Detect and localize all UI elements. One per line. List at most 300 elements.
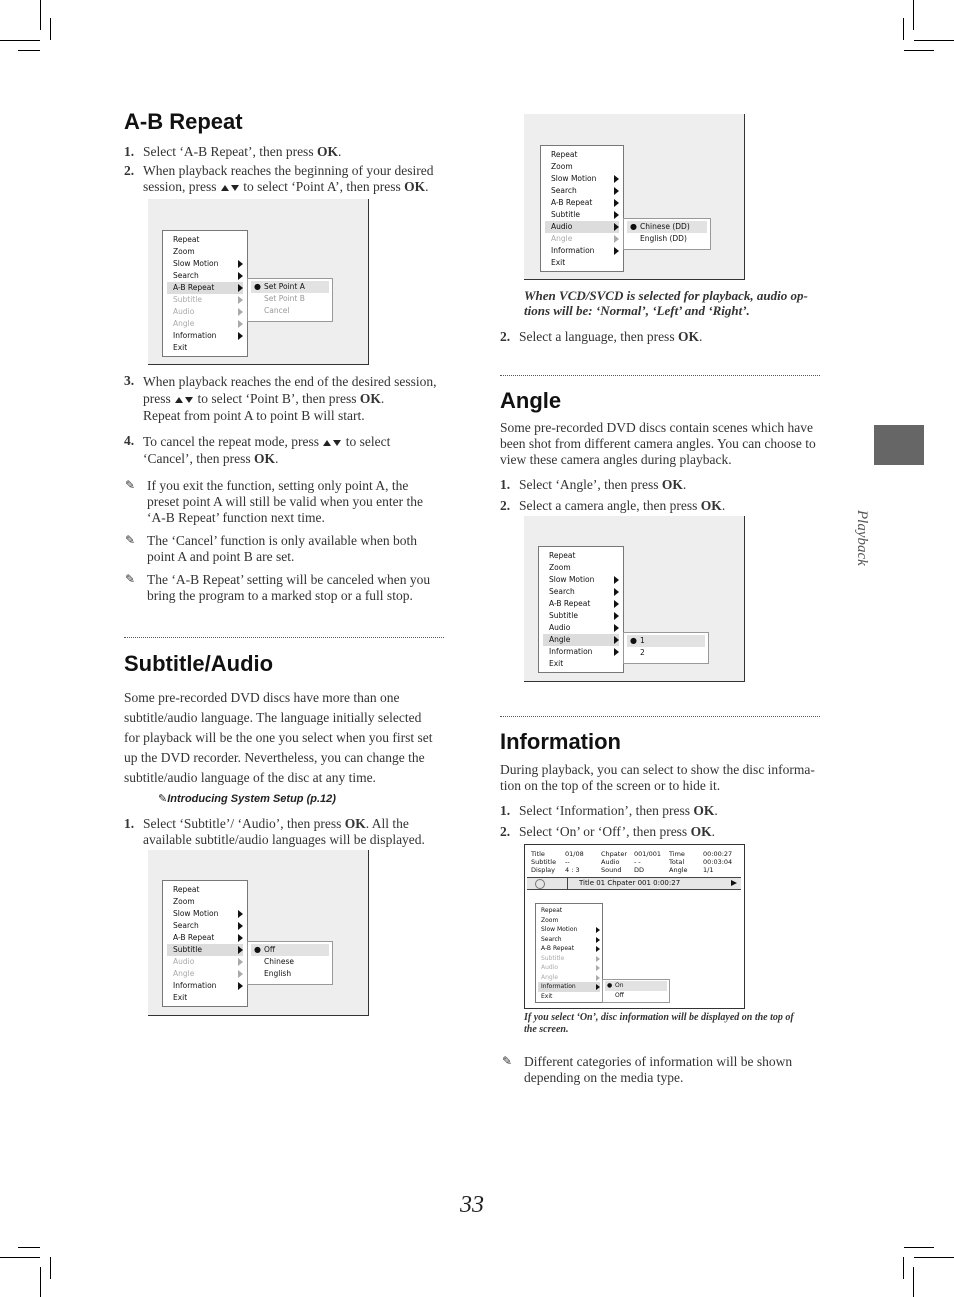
ok-label: OK [700,498,722,513]
menu-item [167,318,243,330]
info-values [703,850,732,874]
ok-label: OK [316,144,338,159]
info-value: 01/08 [565,850,584,858]
menu-item-selected [538,982,600,992]
step-number: 2. [500,498,511,513]
body-text: subtitle/audio language of the disc at any time. [124,770,376,785]
step-number: 2. [124,163,135,178]
pencil-icon: ✎ [158,792,168,805]
submenu-item: English (DD) [640,234,687,243]
page-number: 33 [460,1192,484,1218]
submenu-label: Chinese (DD) [640,222,690,231]
step-text: . [380,391,385,406]
pin-icon: ✎ [502,1054,513,1068]
note-text: depending on the media type. [524,1070,684,1085]
crop-mark [903,18,904,40]
menu-item [167,270,243,282]
arrow-right-icon [614,175,619,183]
caption-text: When VCD/SVCD is selected for playback, audio op- [524,288,808,303]
info-value: - - [634,858,641,866]
submenu-item: Off [615,991,624,999]
body-text: Some pre-recorded DVD discs contain scenes which have [500,420,814,435]
note-text: preset point A will still be valid when you enter the [147,494,423,509]
menu-item [538,935,600,945]
pin-icon: ✎ [125,478,136,492]
arrow-right-icon [238,922,243,930]
step-text: . [425,179,429,194]
step-text: . [711,824,715,839]
caption-text: tions will be: ‘Normal’, ‘Left’ and ‘Right’. [524,303,750,318]
info-label: Title [531,850,545,858]
body-text: subtitle/audio language. The language initially selected [124,710,422,725]
angle-heading: Angle [500,388,562,413]
figure-caption [524,288,854,318]
osd-screen-audio [524,114,745,280]
body-text: Some pre-recorded DVD discs have more than one [124,690,400,705]
arrow-right-icon [238,934,243,942]
submenu-item-selected [251,944,329,956]
submenu-item-selected [627,221,707,233]
arrow-right-icon [614,624,619,632]
menu-item-selected [543,634,619,646]
submenu-item: Cancel [264,306,290,315]
menu-item-label: Audio [551,222,573,231]
step-text: Repeat from point A to point B will start. [143,408,365,423]
arrow-right-icon [238,260,243,268]
down-arrow-icon [185,397,193,403]
body-text: During playback, you can select to show the disc informa- [500,762,815,777]
arrow-right-icon [614,576,619,584]
arrow-right-icon [238,982,243,990]
menu-item [545,209,619,221]
menu-item-label: Information [173,331,217,340]
arrow-right-icon [614,247,619,255]
step-text: Select a camera angle, then press [519,498,701,513]
menu-item-label: Search [549,587,575,596]
menu-item-selected [167,282,243,294]
menu-item [167,968,243,980]
menu-item: Zoom [173,247,195,256]
step-text: to select ‘Point A’, then press [239,179,405,194]
pin-icon: ✎ [125,572,136,586]
menu-item-label: Audio [173,307,195,316]
menu-item [543,598,619,610]
info-status-bar [527,877,741,890]
arrow-right-icon [238,272,243,280]
bullet-icon: ● [607,982,613,989]
info-label: Audio [601,858,620,866]
arrow-right-icon [596,927,600,933]
menu-item: Zoom [549,563,571,572]
crop-mark [904,1247,934,1248]
crop-mark [40,1267,41,1297]
body-text: tion on the top of the screen or to hide it. [500,778,721,793]
menu-item [545,245,619,257]
caption-text: the screen. [524,1024,569,1035]
info-labels [531,850,556,874]
menu-item [538,963,600,973]
arrow-right-icon [238,910,243,918]
menu-item [538,925,600,935]
figure-caption [524,1012,844,1036]
menu-item: Repeat [549,551,576,560]
info-value: 1/1 [703,866,714,874]
menu-item [545,185,619,197]
arrow-right-icon [614,199,619,207]
osd-submenu [623,632,709,664]
menu-item-label: Angle [173,319,195,328]
menu-item-label: A-B Repeat [551,198,593,207]
info-labels [669,850,688,874]
crop-mark [913,0,914,30]
arrow-right-icon [596,975,600,981]
submenu-item-selected [605,981,667,991]
menu-item [167,932,243,944]
menu-item-label: Search [551,186,577,195]
ab-repeat-heading: A-B Repeat [124,109,243,134]
step-number: 1. [500,803,511,818]
menu-item [543,574,619,586]
menu-item-label: A-B Repeat [173,283,215,292]
step-number: 1. [500,477,511,492]
arrow-right-icon [614,187,619,195]
info-label: Angle [669,866,688,874]
menu-item-label: Slow Motion [541,926,578,933]
up-arrow-icon [323,440,331,446]
menu-item-label: Slow Motion [173,909,219,918]
arrow-right-icon [614,223,619,231]
arrow-right-icon [614,636,619,644]
submenu-label: 1 [640,636,645,645]
arrow-right-icon [596,956,600,962]
section-divider [500,716,820,717]
status-text: Title 01 Chpater 001 0:00:27 [579,879,681,887]
arrow-right-icon [238,332,243,340]
info-label: Total [669,858,685,866]
disc-icon [535,879,545,889]
step-text: Select ‘Angle’, then press [519,477,662,492]
arrow-right-icon [596,965,600,971]
ok-label: OK [404,179,426,194]
step-text: When playback reaches the end of the desired session, [143,374,437,389]
section-divider [124,637,444,638]
osd-menu [535,903,603,1003]
menu-item-label: A-B Repeat [173,933,215,942]
bullet-icon: ● [254,282,261,291]
menu-item-label: Subtitle [549,611,578,620]
menu-item-label: Subtitle [173,945,202,954]
subtitle-audio-heading: Subtitle/Audio [124,651,274,676]
step-text: available subtitle/audio languages will be displayed. [143,832,425,847]
submenu-item: Chinese [264,957,294,966]
ok-label: OK [253,451,275,466]
step-text: press [143,391,171,406]
step-text: Select ‘On’ or ‘Off’, then press [519,824,691,839]
menu-item-label: Angle [173,969,195,978]
menu-item-label: Information [551,246,595,255]
body-text: view these camera angles during playback. [500,452,732,467]
arrow-right-icon [614,235,619,243]
body-text: been shot from different camera angles. You can choose to [500,436,816,451]
cross-reference [158,792,336,805]
down-arrow-icon [333,440,341,446]
step-text: . All the [365,816,409,831]
arrow-right-icon [238,320,243,328]
osd-screen-subtitle [148,850,369,1016]
submenu-item: Set Point B [264,294,305,303]
step-text: . [337,144,342,159]
menu-item: Exit [541,992,553,1000]
info-value: -- [565,858,570,866]
menu-item: Zoom [551,162,573,171]
step-number: 3. [124,373,135,388]
arrow-right-icon [614,612,619,620]
menu-item-label: Search [173,271,199,280]
menu-item-label: Information [549,647,593,656]
bullet-icon: ● [630,222,637,231]
play-icon [731,880,737,886]
information-heading: Information [500,729,621,754]
info-value: 001/001 [634,850,662,858]
arrow-right-icon [238,946,243,954]
menu-item-label: Slow Motion [549,575,595,584]
step-text: To cancel the repeat mode, press [143,434,319,449]
submenu-item-selected [251,281,329,293]
angle-intro [500,420,845,468]
caption-text: If you select ‘On’, disc information will be displayed on the top of [524,1012,794,1023]
body-text: for playback will be the one you select when you first set [124,730,433,745]
reference-text: Introducing System Setup (p.12) [167,793,336,805]
menu-item: Repeat [173,235,200,244]
menu-item [167,956,243,968]
menu-item [543,646,619,658]
step-number: 1. [124,144,135,159]
menu-item [167,258,243,270]
crop-mark [914,40,954,41]
menu-item-label: Slow Motion [173,259,219,268]
step-text: Select ‘Information’, then press [519,803,694,818]
submenu-item: English [264,969,292,978]
submenu-label: On [615,982,624,989]
menu-item-label: Audio [541,964,559,971]
menu-item: Repeat [551,150,578,159]
arrow-right-icon [238,970,243,978]
menu-item-label: Audio [173,957,195,966]
menu-item-label: Angle [551,234,573,243]
info-value: 00:03:04 [703,858,733,866]
menu-item-label: Information [173,981,217,990]
ok-label: OK [359,391,381,406]
menu-item [543,622,619,634]
menu-item-label: Slow Motion [551,174,597,183]
menu-item-label: Angle [549,635,571,644]
menu-item: Zoom [173,897,195,906]
menu-item-label: Angle [541,973,559,981]
menu-item-label: Search [173,921,199,930]
arrow-right-icon [614,211,619,219]
info-value: 00:00:27 [703,850,733,858]
subtitle-audio-intro [124,688,464,788]
osd-menu [162,230,248,357]
ok-label: OK [690,824,712,839]
step-text: Select a language, then press [519,329,678,344]
menu-item-label: Information [541,983,576,990]
note-text: The ‘A-B Repeat’ setting will be canceled when you [147,572,431,587]
info-label: Chpater [601,850,627,858]
ok-label: OK [677,329,699,344]
step-number: 4. [124,433,135,448]
arrow-right-icon [614,648,619,656]
menu-item-label: A-B Repeat [541,945,575,952]
menu-item [545,173,619,185]
bullet-icon: ● [630,636,637,645]
menu-item [538,973,600,983]
step-number: 1. [124,816,135,831]
section-tab-block [874,425,924,465]
step-text: . [714,803,718,818]
menu-item: Zoom [541,916,559,924]
info-label: Time [669,850,685,858]
note-text: The ‘Cancel’ function is only available when both [147,533,418,548]
down-arrow-icon [231,185,239,191]
up-arrow-icon [221,185,229,191]
osd-submenu [247,941,333,985]
menu-item: Repeat [541,907,563,914]
crop-mark [904,50,934,51]
ok-label: OK [661,477,683,492]
up-arrow-icon [175,397,183,403]
osd-menu [540,145,624,272]
menu-item [543,586,619,598]
crop-mark [0,1257,40,1258]
menu-item [167,330,243,342]
crop-mark [903,1257,904,1279]
osd-menu [538,546,624,673]
info-values [565,850,584,874]
info-value: 4 : 3 [565,866,580,874]
info-label: Sound [601,866,622,874]
section-divider [500,375,820,376]
menu-item: Exit [549,659,564,668]
arrow-right-icon [238,958,243,966]
ok-label: OK [693,803,715,818]
note-text: bring the program to a marked stop or a full stop. [147,588,413,603]
crop-mark [913,1267,914,1297]
bullet-icon: ● [254,945,261,954]
arrow-right-icon [596,984,600,990]
menu-item [538,944,600,954]
menu-item: Exit [173,993,188,1002]
menu-item: Exit [551,258,566,267]
crop-mark [50,18,51,40]
note-text: ‘A-B Repeat’ function next time. [147,510,325,525]
arrow-right-icon [596,937,600,943]
section-tab-label: Playback [854,510,870,566]
menu-item [545,233,619,245]
step-text: . [274,451,279,466]
step-text: to select [342,434,391,449]
step-text: Select ‘Subtitle’/ ‘Audio’, then press [143,816,345,831]
note-text: If you exit the function, setting only point A, the [147,478,409,493]
arrow-right-icon [238,308,243,316]
arrow-right-icon [238,284,243,292]
osd-submenu [602,979,670,1003]
osd-screen-information [524,844,745,1009]
menu-item-label: A-B Repeat [549,599,591,608]
arrow-right-icon [238,296,243,304]
step-text: When playback reaches the beginning of your desired [143,163,434,178]
step-text: session, press [143,179,217,194]
menu-item-label: Search [541,935,562,943]
step-text: . [698,329,703,344]
crop-mark [18,1247,40,1248]
pin-icon: ✎ [125,533,136,547]
step-text: . [682,477,687,492]
menu-item [167,908,243,920]
menu-item [167,306,243,318]
crop-mark [50,1257,51,1279]
menu-item-label: Audio [549,623,571,632]
menu-item: Exit [173,343,188,352]
step-text: ‘Cancel’, then press [143,451,254,466]
arrow-right-icon [596,946,600,952]
menu-item-selected [167,944,243,956]
submenu-label: Off [264,945,276,954]
crop-mark [0,40,40,41]
step-text: Select ‘A-B Repeat’, then press [143,144,317,159]
info-value: DD [634,866,645,874]
menu-item [167,920,243,932]
step-number: 2. [500,824,511,839]
info-label: Subtitle [531,858,557,866]
step-number: 2. [500,329,511,344]
step-text: to select ‘Point B’, then press [194,391,360,406]
step-text: . [721,498,726,513]
info-values [634,850,661,874]
menu-item: Repeat [173,885,200,894]
osd-screen-ab-repeat [148,199,369,365]
submenu-label: Set Point A [264,282,305,291]
osd-screen-angle [524,516,745,682]
submenu-item: 2 [640,648,645,657]
menu-item [545,197,619,209]
menu-item-label: Subtitle [173,295,202,304]
menu-item-selected [545,221,619,233]
info-label: Display [531,866,555,874]
menu-item-label: Subtitle [541,954,565,962]
arrow-right-icon [614,600,619,608]
crop-mark [40,0,41,30]
menu-item [538,954,600,964]
osd-menu [162,880,248,1007]
info-labels [601,850,627,874]
menu-item [543,610,619,622]
menu-item-label: Subtitle [551,210,580,219]
osd-submenu [623,218,711,250]
menu-item [167,980,243,992]
menu-item [167,294,243,306]
crop-mark [18,50,40,51]
submenu-item-selected [627,635,705,647]
crop-mark [914,1257,954,1258]
note-text: point A and point B are set. [147,549,295,564]
arrow-right-icon [614,588,619,596]
ok-label: OK [344,816,366,831]
body-text: up the DVD recorder. Nevertheless, you can change the [124,750,425,765]
osd-submenu [247,278,333,322]
information-intro [500,762,845,794]
bar-divider [567,878,568,889]
